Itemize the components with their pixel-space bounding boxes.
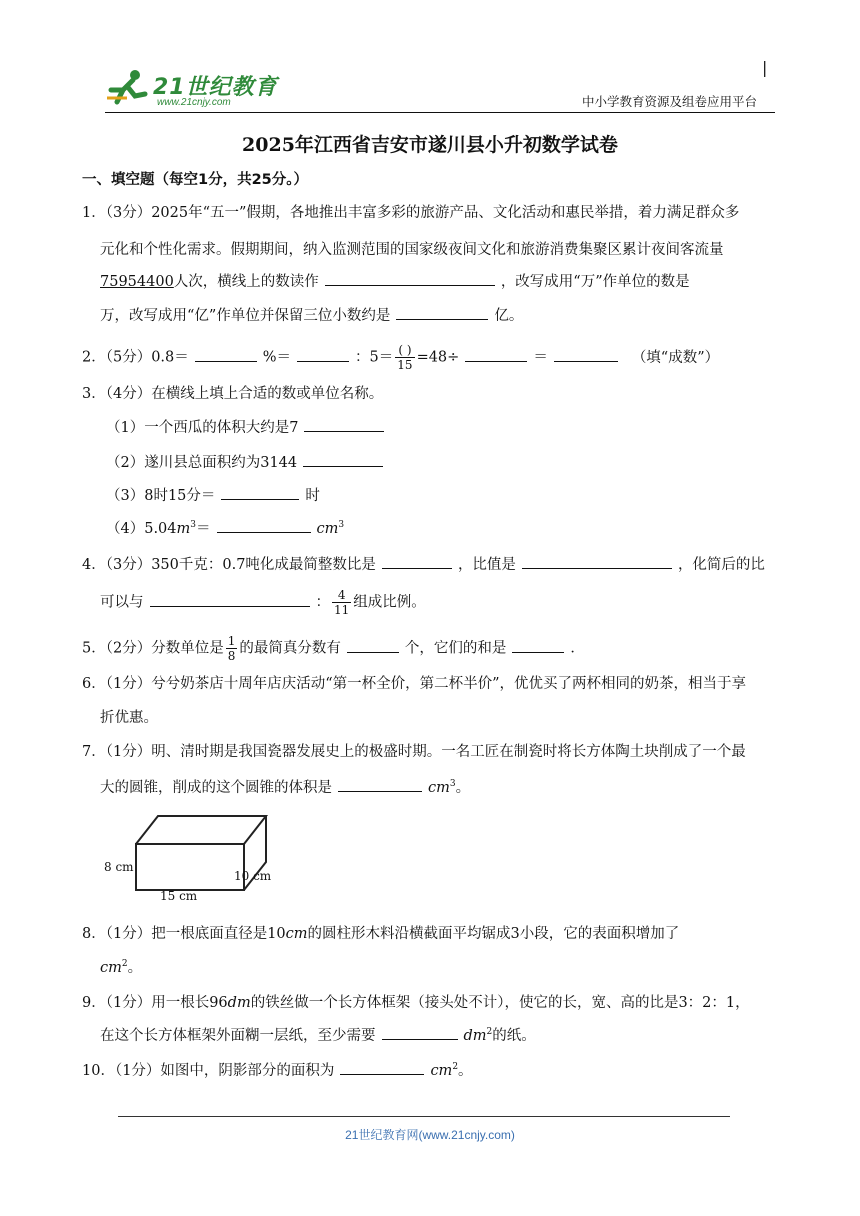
q4-line-2: 可以与 ： $\frac{4}{11}$ 组成比例。 [100,588,426,617]
q1-number: 75954400 [100,274,174,290]
q4-blank-2[interactable] [522,554,672,569]
logo [105,68,280,110]
q3-blank-4[interactable] [217,518,311,533]
q3-blank-1[interactable] [304,417,384,432]
q3-blank-2[interactable] [303,452,383,467]
q3-stem: 3．（4分）在横线上填上合适的数或单位名称。 [82,386,384,402]
q1-blank-yi[interactable] [396,305,488,320]
q7-line-1: 7．（1分）明、清时期是我国瓷器发展史上的极盛时期。一名工匠在制瓷时将长方体陶土块削成了一个最 [82,744,746,760]
logo-text: 21世纪教育 [153,75,278,100]
cuboid-width-label: 10 cm [234,869,272,883]
q3-part-2: （2）遂川县总面积约为3144 [106,451,389,472]
q7-line-2: 大的圆锥，削成的这个圆锥的体积是 $cm^3$。 [100,776,470,797]
footer-rule [118,1116,730,1117]
cuboid-length-label: 15 cm [160,889,198,903]
q5-blank-1[interactable] [347,638,399,653]
q10-blank[interactable] [340,1060,424,1075]
q2-blank-1[interactable] [195,347,257,362]
q1-line-3: 75954400人次，横线上的数读作 ，改写成用“万”作单位的数是 [100,270,690,291]
q3-part-3: （3）8时15分＝ 时 [106,484,320,505]
q2-fraction: $\frac{( )}{15}$ [397,343,413,372]
q5-line: 5．（2分）分数单位是 $\frac{1}{8}$ 的最简真分数有 个，它们的和是 ． [82,634,585,663]
q3-blank-3[interactable] [221,485,299,500]
section-heading: 一、填空题（每空1分，共25分。） [82,172,309,188]
page-title: 2025年江西省吉安市遂川县小升初数学试卷 [242,134,618,156]
q8-line-1: 8．（1分）把一根底面直径是10cm的圆柱形木料沿横截面平均锯成3小段，它的表面积增加了 [82,926,680,942]
q4-blank-1[interactable] [382,554,452,569]
q1-blank-read[interactable] [325,271,495,286]
cuboid-height-label: 8 cm [104,860,134,874]
runner-logo-icon [105,68,153,108]
q1-line-1: 1．（3分）2025年“五一”假期，各地推出丰富多彩的旅游产品、文化活动和惠民举措，着力满足群众多 [82,205,740,221]
q9-line-2: 在这个长方体框架外面糊一层纸，至少需要 $dm^2$的纸。 [100,1024,536,1045]
q7-blank[interactable] [338,777,422,792]
header-platform-label: 中小学教育资源及组卷应用平台 [582,94,758,109]
q2-blank-2[interactable] [297,347,349,362]
q1-line-4: 万，改写成用“亿”作单位并保留三位小数约是 亿。 [100,304,523,325]
q3-part-1: （1）一个西瓜的体积大约是7 [106,416,390,437]
q5-fraction: $\frac{1}{8}$ [227,634,236,663]
logo-url: www.21cnjy.com [157,97,231,108]
q1-line-2: 元化和个性化需求。假期期间，纳入监测范围的国家级夜间文化和旅游消费集聚区累计夜间客流量 [100,242,724,258]
q9-line-1: 9．（1分）用一根长96dm的铁丝做一个长方体框架（接头处不计），使它的长，宽、高的比是3：2：1， [82,995,750,1011]
q4-fraction: $\frac{4}{11}$ [334,588,350,617]
q3-part-4: $(4)5.04m^3= cm^3$ [106,517,344,538]
q9-blank[interactable] [382,1025,458,1040]
q2-blank-4[interactable] [554,347,618,362]
q4-line-1: 4．（3分）350千克：0.7吨化成最简整数比是 ，比值是 ，化简后的比 [82,553,765,574]
header-rule [105,112,775,113]
q2-blank-3[interactable] [465,347,527,362]
header-corner-mark: | [762,58,768,77]
q6-line-1: 6．（1分）兮兮奶茶店十周年店庆活动“第一杯全价，第二杯半价”，优优买了两杯相同的奶茶，相当于享 [82,676,747,692]
q4-blank-3[interactable] [150,592,310,607]
footer-text: 21世纪教育网(www.21cnjy.com) [345,1128,515,1142]
q8-line-2: $cm^2$。 [100,959,143,976]
q2-line: 2．（5分）0.8＝ %＝ ：5＝ $\frac{( )}{15}$ =48÷ ＝ （填“成数”） [82,343,720,372]
q10-line: 10．（1分）如图中，阴影部分的面积为 $cm^2$。 [82,1059,473,1080]
q5-blank-2[interactable] [512,638,564,653]
q6-line-2: 折优惠。 [100,710,158,726]
